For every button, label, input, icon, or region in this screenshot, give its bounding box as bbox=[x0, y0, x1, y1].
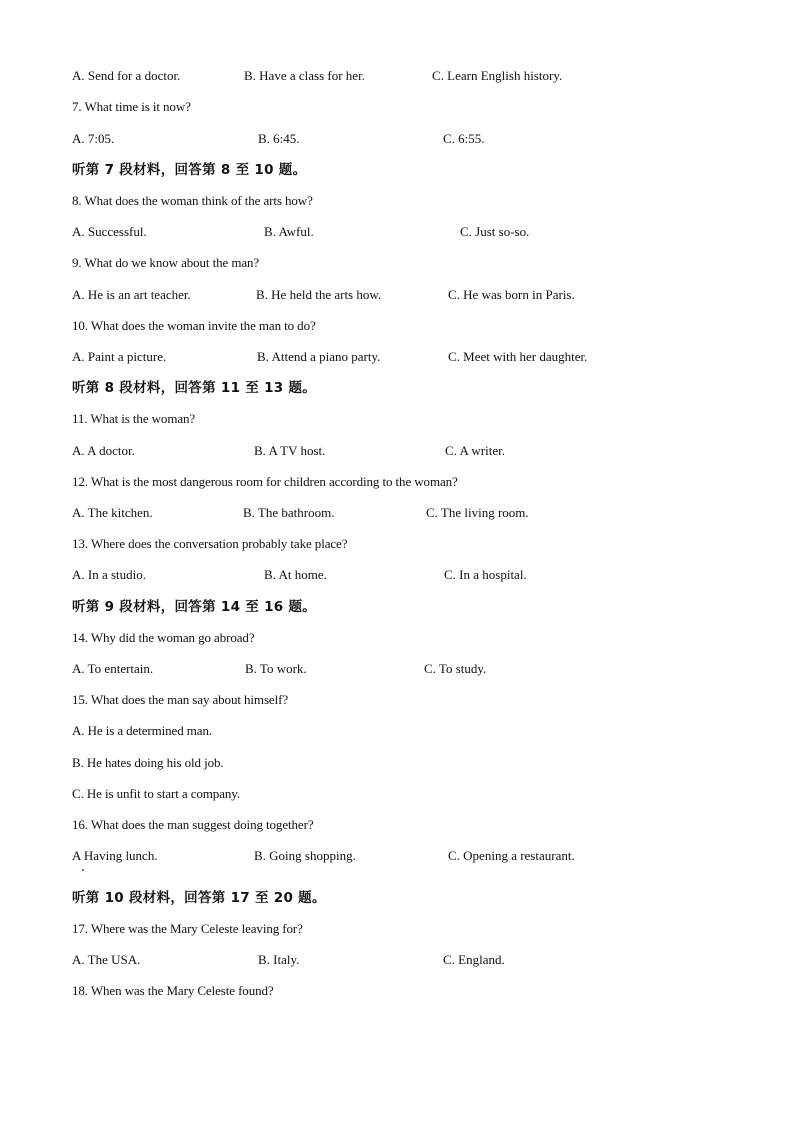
answer-option-c: C. A writer. bbox=[445, 443, 505, 458]
answer-option-b: B. Have a class for her. bbox=[244, 68, 365, 83]
section-heading: 听第 8 段材料，回答第 11 至 13 题。 bbox=[72, 380, 317, 396]
question-text: 13. Where does the conversation probably take place? bbox=[72, 536, 348, 551]
question-text: 14. Why did the woman go abroad? bbox=[72, 630, 255, 645]
answer-option-c: C. The living room. bbox=[426, 505, 529, 520]
question-text: 16. What does the man suggest doing together? bbox=[72, 817, 314, 832]
answer-options bbox=[72, 567, 722, 583]
answer-option-c: C. 6:55. bbox=[443, 131, 485, 146]
question-text: 11. What is the woman? bbox=[72, 411, 196, 426]
answer-options bbox=[72, 224, 722, 240]
question-text: 17. Where was the Mary Celeste leaving for? bbox=[72, 921, 303, 936]
question-text: 15. What does the man say about himself? bbox=[72, 692, 288, 707]
question-text: B. He hates doing his old job. bbox=[72, 755, 224, 770]
answer-option-c: C. England. bbox=[443, 952, 505, 967]
answer-options bbox=[72, 848, 722, 864]
answer-option-c: C. He was born in Paris. bbox=[448, 287, 575, 302]
answer-option-b: B. Attend a piano party. bbox=[257, 349, 381, 364]
question-text: A. He is a determined man. bbox=[72, 723, 212, 738]
answer-option-c: C. In a hospital. bbox=[444, 567, 527, 582]
question-text: C. He is unfit to start a company. bbox=[72, 786, 240, 801]
answer-option-b: B. A TV host. bbox=[254, 443, 326, 458]
question-text: 7. What time is it now? bbox=[72, 99, 191, 114]
answer-option-b: B. Awful. bbox=[264, 224, 314, 239]
answer-option-c: C. Meet with her daughter. bbox=[448, 349, 588, 364]
answer-option-c: C. Opening a restaurant. bbox=[448, 848, 575, 863]
answer-options bbox=[72, 131, 722, 147]
stray-dot bbox=[82, 869, 84, 871]
section-heading: 听第 10 段材料，回答第 17 至 20 题。 bbox=[72, 890, 326, 906]
answer-options bbox=[72, 443, 722, 459]
answer-option-b: B. At home. bbox=[264, 567, 327, 582]
question-text: 9. What do we know about the man? bbox=[72, 255, 260, 270]
question-text: 10. What does the woman invite the man to do? bbox=[72, 318, 316, 333]
answer-options bbox=[72, 287, 722, 303]
answer-options bbox=[72, 661, 722, 677]
answer-option-a: A. 7:05. bbox=[72, 131, 115, 146]
answer-option-a: A Having lunch. bbox=[72, 848, 158, 863]
section-heading: 听第 9 段材料，回答第 14 至 16 题。 bbox=[72, 599, 317, 615]
answer-options bbox=[72, 505, 722, 521]
answer-options bbox=[72, 349, 722, 365]
answer-option-a: A. In a studio. bbox=[72, 567, 147, 582]
section-heading: 听第 7 段材料，回答第 8 至 10 题。 bbox=[72, 162, 307, 178]
answer-option-a: A. The USA. bbox=[72, 952, 141, 967]
answer-option-a: A. Successful. bbox=[72, 224, 147, 239]
answer-options bbox=[72, 68, 722, 84]
answer-option-b: B. Italy. bbox=[258, 952, 300, 967]
answer-option-a: A. Paint a picture. bbox=[72, 349, 167, 364]
answer-option-c: C. To study. bbox=[424, 661, 487, 676]
answer-option-b: B. The bathroom. bbox=[243, 505, 335, 520]
answer-option-b: B. To work. bbox=[245, 661, 307, 676]
answer-option-b: B. Going shopping. bbox=[254, 848, 356, 863]
answer-option-a: A. A doctor. bbox=[72, 443, 135, 458]
answer-option-a: A. Send for a doctor. bbox=[72, 68, 181, 83]
answer-option-a: A. The kitchen. bbox=[72, 505, 153, 520]
answer-option-b: B. 6:45. bbox=[258, 131, 300, 146]
answer-option-a: A. To entertain. bbox=[72, 661, 154, 676]
question-text: 18. When was the Mary Celeste found? bbox=[72, 983, 274, 998]
answer-option-c: C. Learn English history. bbox=[432, 68, 563, 83]
question-text: 12. What is the most dangerous room for children according to the woman? bbox=[72, 474, 458, 489]
answer-options bbox=[72, 952, 722, 968]
answer-option-b: B. He held the arts how. bbox=[256, 287, 382, 302]
question-text: 8. What does the woman think of the arts how? bbox=[72, 193, 313, 208]
answer-option-c: C. Just so-so. bbox=[460, 224, 530, 239]
answer-option-a: A. He is an art teacher. bbox=[72, 287, 191, 302]
